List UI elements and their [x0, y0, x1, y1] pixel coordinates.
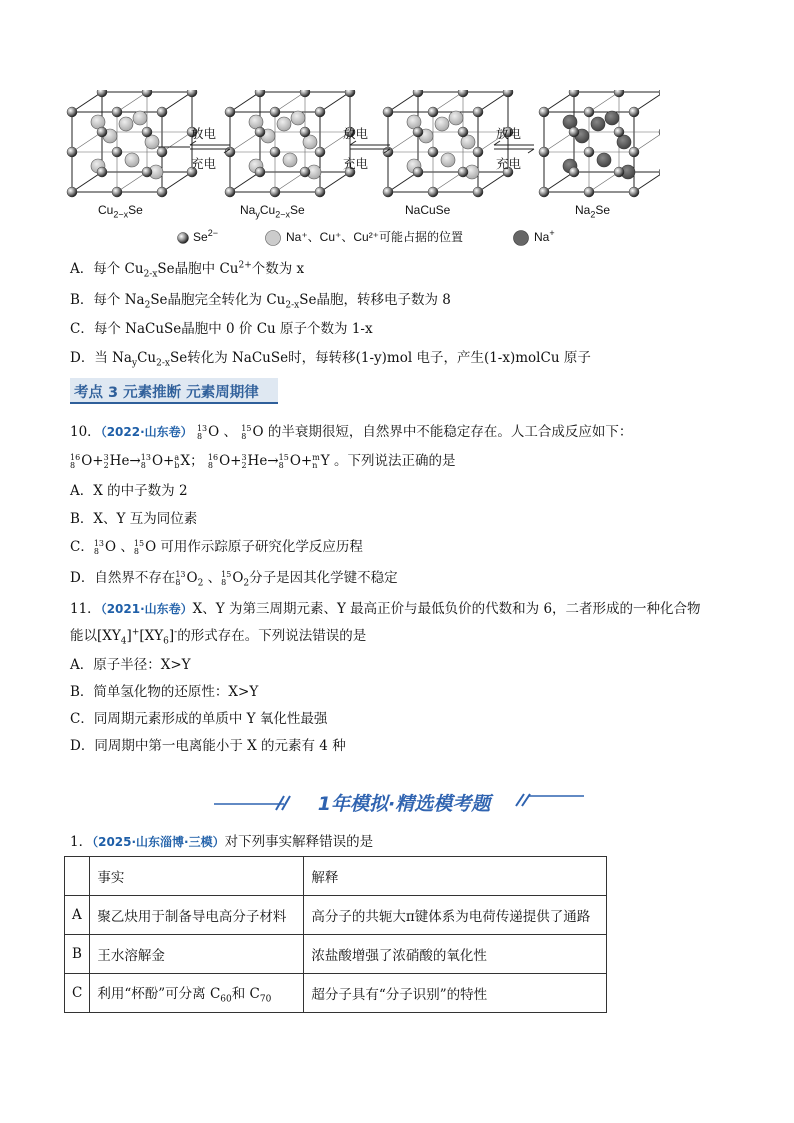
- arrow-2-charge: 充电: [343, 156, 369, 171]
- q9-option-c: C．每个 NaCuSe晶胞中 0 价 Cu 原子个数为 1-x: [70, 321, 373, 337]
- table-cell-fact: 聚乙炔用于制备导电高分子材料: [90, 896, 304, 935]
- q10-option-b: B．X、Y 互为同位素: [70, 511, 198, 527]
- q10-option-c: C． 13 8 O 、 15 8 O 可用作示踪原子研究化学反应历程: [70, 538, 363, 556]
- banner-title: 1年模拟·精选模考题: [317, 793, 491, 815]
- table-row: [65, 896, 607, 935]
- arrow-1-charge: 充电: [191, 156, 217, 171]
- q10-option-a: A．X 的中子数为 2: [70, 483, 188, 499]
- table-row: [65, 935, 607, 974]
- table-cell-explain: 高分子的共轭大π键体系为电荷传递提供了通路: [304, 896, 607, 935]
- table-header-cell: 解释: [304, 857, 607, 896]
- table-header-row: [65, 857, 607, 896]
- section-banner: [210, 784, 590, 820]
- q11-option-d: D．同周期中第一电离能小于 X 的元素有 4 种: [70, 738, 346, 754]
- legend-se-swatch: [176, 231, 190, 245]
- table-cell-fact: 利用“杯酚”可分离 $C_{60}$和 $C_{70}$: [90, 974, 304, 1013]
- legend-se-label: $Se^{2-}$: [193, 228, 218, 244]
- q11-stem-line2: 能以$[XY_4]^+[XY_6]^-$的形式存在。下列说法错误的是: [70, 627, 367, 647]
- table-cell-explain: 浓盐酸增强了浓硝酸的氧化性: [304, 935, 607, 974]
- arrow-1-discharge: 放电: [191, 126, 217, 141]
- q11-option-b: B．简单氢化物的还原性：X>Y: [70, 684, 259, 700]
- q9-option-a: A．每个 $Cu_{2-x}Se$晶胞中 $Cu^{2+}$个数为 x: [70, 260, 305, 280]
- q11-option-c: C．同周期元素形成的单质中 Y 氧化性最强: [70, 711, 328, 727]
- crystal-label-cu2xse: $Cu_{2-x}Se$: [98, 203, 143, 220]
- banner-decoration-right: [510, 788, 590, 808]
- arrow-3-charge: 充电: [496, 156, 522, 171]
- crystal-label-na2se: $Na_2Se$: [575, 203, 611, 220]
- q11-stem-line1: 11．（2021·山东卷）X、Y 为第三周期元素、Y 最高正价与最低负价的代数和为 6，二者形成的一种化合物: [70, 601, 701, 617]
- table-cell-explain: 超分子具有“分子识别”的特性: [304, 974, 607, 1013]
- q9-option-d: D．当 $Na_yCu_{2-x}Se$转化为 NaCuSe时，每转移(1-y)mol 电子，产生(1-x)molCu 原子: [70, 350, 591, 369]
- legend-na-swatch: [512, 229, 530, 247]
- legend-mixed-swatch: [264, 229, 282, 247]
- table-cell-letter: B: [65, 935, 90, 974]
- q11-option-a: A．原子半径：X>Y: [70, 657, 191, 673]
- legend-na-label: Na+: [534, 228, 555, 244]
- crystal-label-naycu2xse: $Na_yCu_{2-x}Se$: [240, 203, 305, 220]
- q10-option-d: D．自然界不存在 13 8 $O_2$ 、 15 8 $O_2$分子是因其化学键不稳定: [70, 569, 398, 589]
- section-heading-3: 考点 3 元素推断 元素周期律: [70, 378, 278, 404]
- q10-stem: 10．（2022·山东卷） 13 8 O 、 15 8 O 的半衰期很短，自然界中不能稳定存在。人工合成反应如下：: [70, 423, 633, 441]
- arrow-3-discharge: 放电: [496, 126, 522, 141]
- q1-table: [64, 856, 607, 1013]
- legend-mixed-label: Na⁺、Cu⁺、Cu²⁺可能占据的位置: [286, 230, 464, 244]
- q1-stem: 1．（2025·山东淄博·三模）对下列事实解释错误的是: [70, 834, 374, 850]
- table-row: [65, 974, 607, 1013]
- table-cell-letter: A: [65, 896, 90, 935]
- arrow-2-discharge: 放电: [343, 126, 369, 141]
- table-header-cell: [65, 857, 90, 896]
- crystal-label-nacuse: NaCuSe: [405, 203, 451, 217]
- table-header-cell: 事实: [90, 857, 304, 896]
- table-cell-fact: 王水溶解金: [90, 935, 304, 974]
- table-cell-letter: C: [65, 974, 90, 1013]
- q10-equations: 16 8 O+ 3 2 He→ 13 8 O+ a b X； 16 8 O+ 3 2 He→ 15 8 O+ m n Y 。下列说法正确的是: [70, 452, 456, 470]
- q9-option-b: B．每个 $Na_2Se$晶胞完全转化为 $Cu_{2-x}Se$晶胞，转移电子数为 8: [70, 292, 451, 311]
